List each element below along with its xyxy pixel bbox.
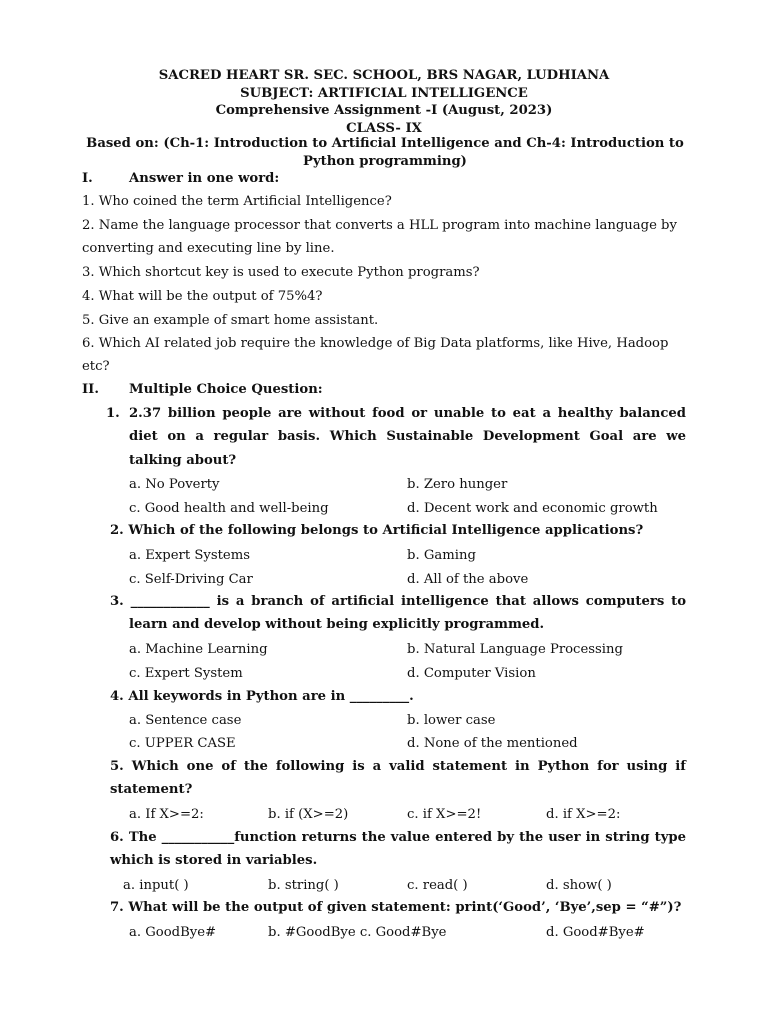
section-2-number: II. [82,382,99,397]
section-1-title: Answer in one word: [129,171,280,186]
subject-line: SUBJECT: ARTIFICIAL INTELLIGENCE [240,85,528,101]
mcq-4-option-b: b. lower case [407,713,496,728]
one-word-question-4: 4. What will be the output of 75%4? [82,289,323,304]
mcq-2-option-d: d. All of the above [407,572,529,587]
mcq-3-option-d: d. Computer Vision [407,666,536,681]
mcq-7-option-d: d. Good#Bye# [546,925,645,940]
one-word-question-6-cont: etc? [82,359,110,374]
assignment-title: Comprehensive Assignment -I (August, 2023) [215,103,553,118]
mcq-6-option-a: a. input( ) [123,878,189,893]
one-word-question-6: 6. Which AI related job require the knowledge of Big Data platforms, like Hive, Hadoop [82,336,669,351]
based-on-line: Based on: (Ch-1: Introduction to Artificial Intelligence and Ch-4: Introduction to Python programming) [86,136,684,169]
mcq-4-option-c: c. UPPER CASE [129,736,236,751]
mcq-3-option-c: c. Expert System [129,666,243,681]
mcq-4-question: 4. All keywords in Python are in _________. [110,689,414,704]
mcq-3-question [110,590,686,637]
one-word-question-1: 1. Who coined the term Artificial Intelligence? [82,194,392,209]
mcq-3-option-a: a. Machine Learning [129,642,268,657]
one-word-question-3: 3. Which shortcut key is used to execute Python programs? [82,265,480,280]
mcq-6-question: 6. The ___________function returns the value entered by the user in string type which is stored in variables. [110,830,686,869]
mcq-5-option-d: d. if X>=2: [546,807,621,822]
mcq-7-option-a: a. GoodBye# [129,925,217,940]
mcq-4-option-d: d. None of the mentioned [407,736,578,751]
mcq-3-question-text: 3. ____________ is a branch of artificial intelligence that allows computers to learn and develop without being explicitly programmed. [110,594,686,633]
school-name: SACRED HEART SR. SEC. SCHOOL, BRS NAGAR, LUDHIANA [158,68,610,83]
mcq-1-option-c: c. Good health and well-being [129,501,329,516]
one-word-question-2: 2. Name the language processor that converts a HLL program into machine language by [82,218,677,233]
document-header [0,67,768,137]
mcq-2-option-c: c. Self-Driving Car [129,572,253,587]
section-1-number: I. [82,171,93,186]
mcq-7-question: 7. What will be the output of given statement: print(‘Good’, ‘Bye’,sep = “#”)? [110,900,682,915]
mcq-1-option-d: d. Decent work and economic growth [407,501,658,516]
section-2-title: Multiple Choice Question: [129,382,323,397]
mcq-6-option-c: c. read( ) [407,878,468,893]
mcq-5-option-b: b. if (X>=2) [268,807,349,822]
mcq-2-option-b: b. Gaming [407,548,476,563]
mcq-6-option-b: b. string( ) [268,878,339,893]
mcq-2-option-a: a. Expert Systems [129,548,250,563]
mcq-1-question: 2.37 billion people are without food or unable to eat a healthy balanced diet on a regular basis. Which Sustainable Development Goal are we talking about? [129,406,686,468]
mcq-5-option-c: c. if X>=2! [407,807,482,822]
mcq-4-option-a: a. Sentence case [129,713,242,728]
mcq-3-option-b: b. Natural Language Processing [407,642,623,657]
mcq-1-option-b: b. Zero hunger [407,477,508,492]
mcq-5-question: 5. Which one of the following is a valid statement in Python for using if statement? [110,759,686,798]
class-line: CLASS- IX [346,120,422,136]
mcq-6-option-d: d. show( ) [546,878,612,893]
one-word-question-2-cont: converting and executing line by line. [82,241,335,256]
mcq-1-option-a: a. No Poverty [129,477,220,492]
mcq-2-question: 2. Which of the following belongs to Artificial Intelligence applications? [110,523,644,538]
mcq-5-option-a: a. If X>=2: [129,807,204,822]
mcq-7-option-b-c: b. #GoodBye c. Good#Bye [268,925,447,940]
one-word-question-5: 5. Give an example of smart home assistant. [82,313,379,328]
mcq-1-number: 1. [106,406,120,421]
